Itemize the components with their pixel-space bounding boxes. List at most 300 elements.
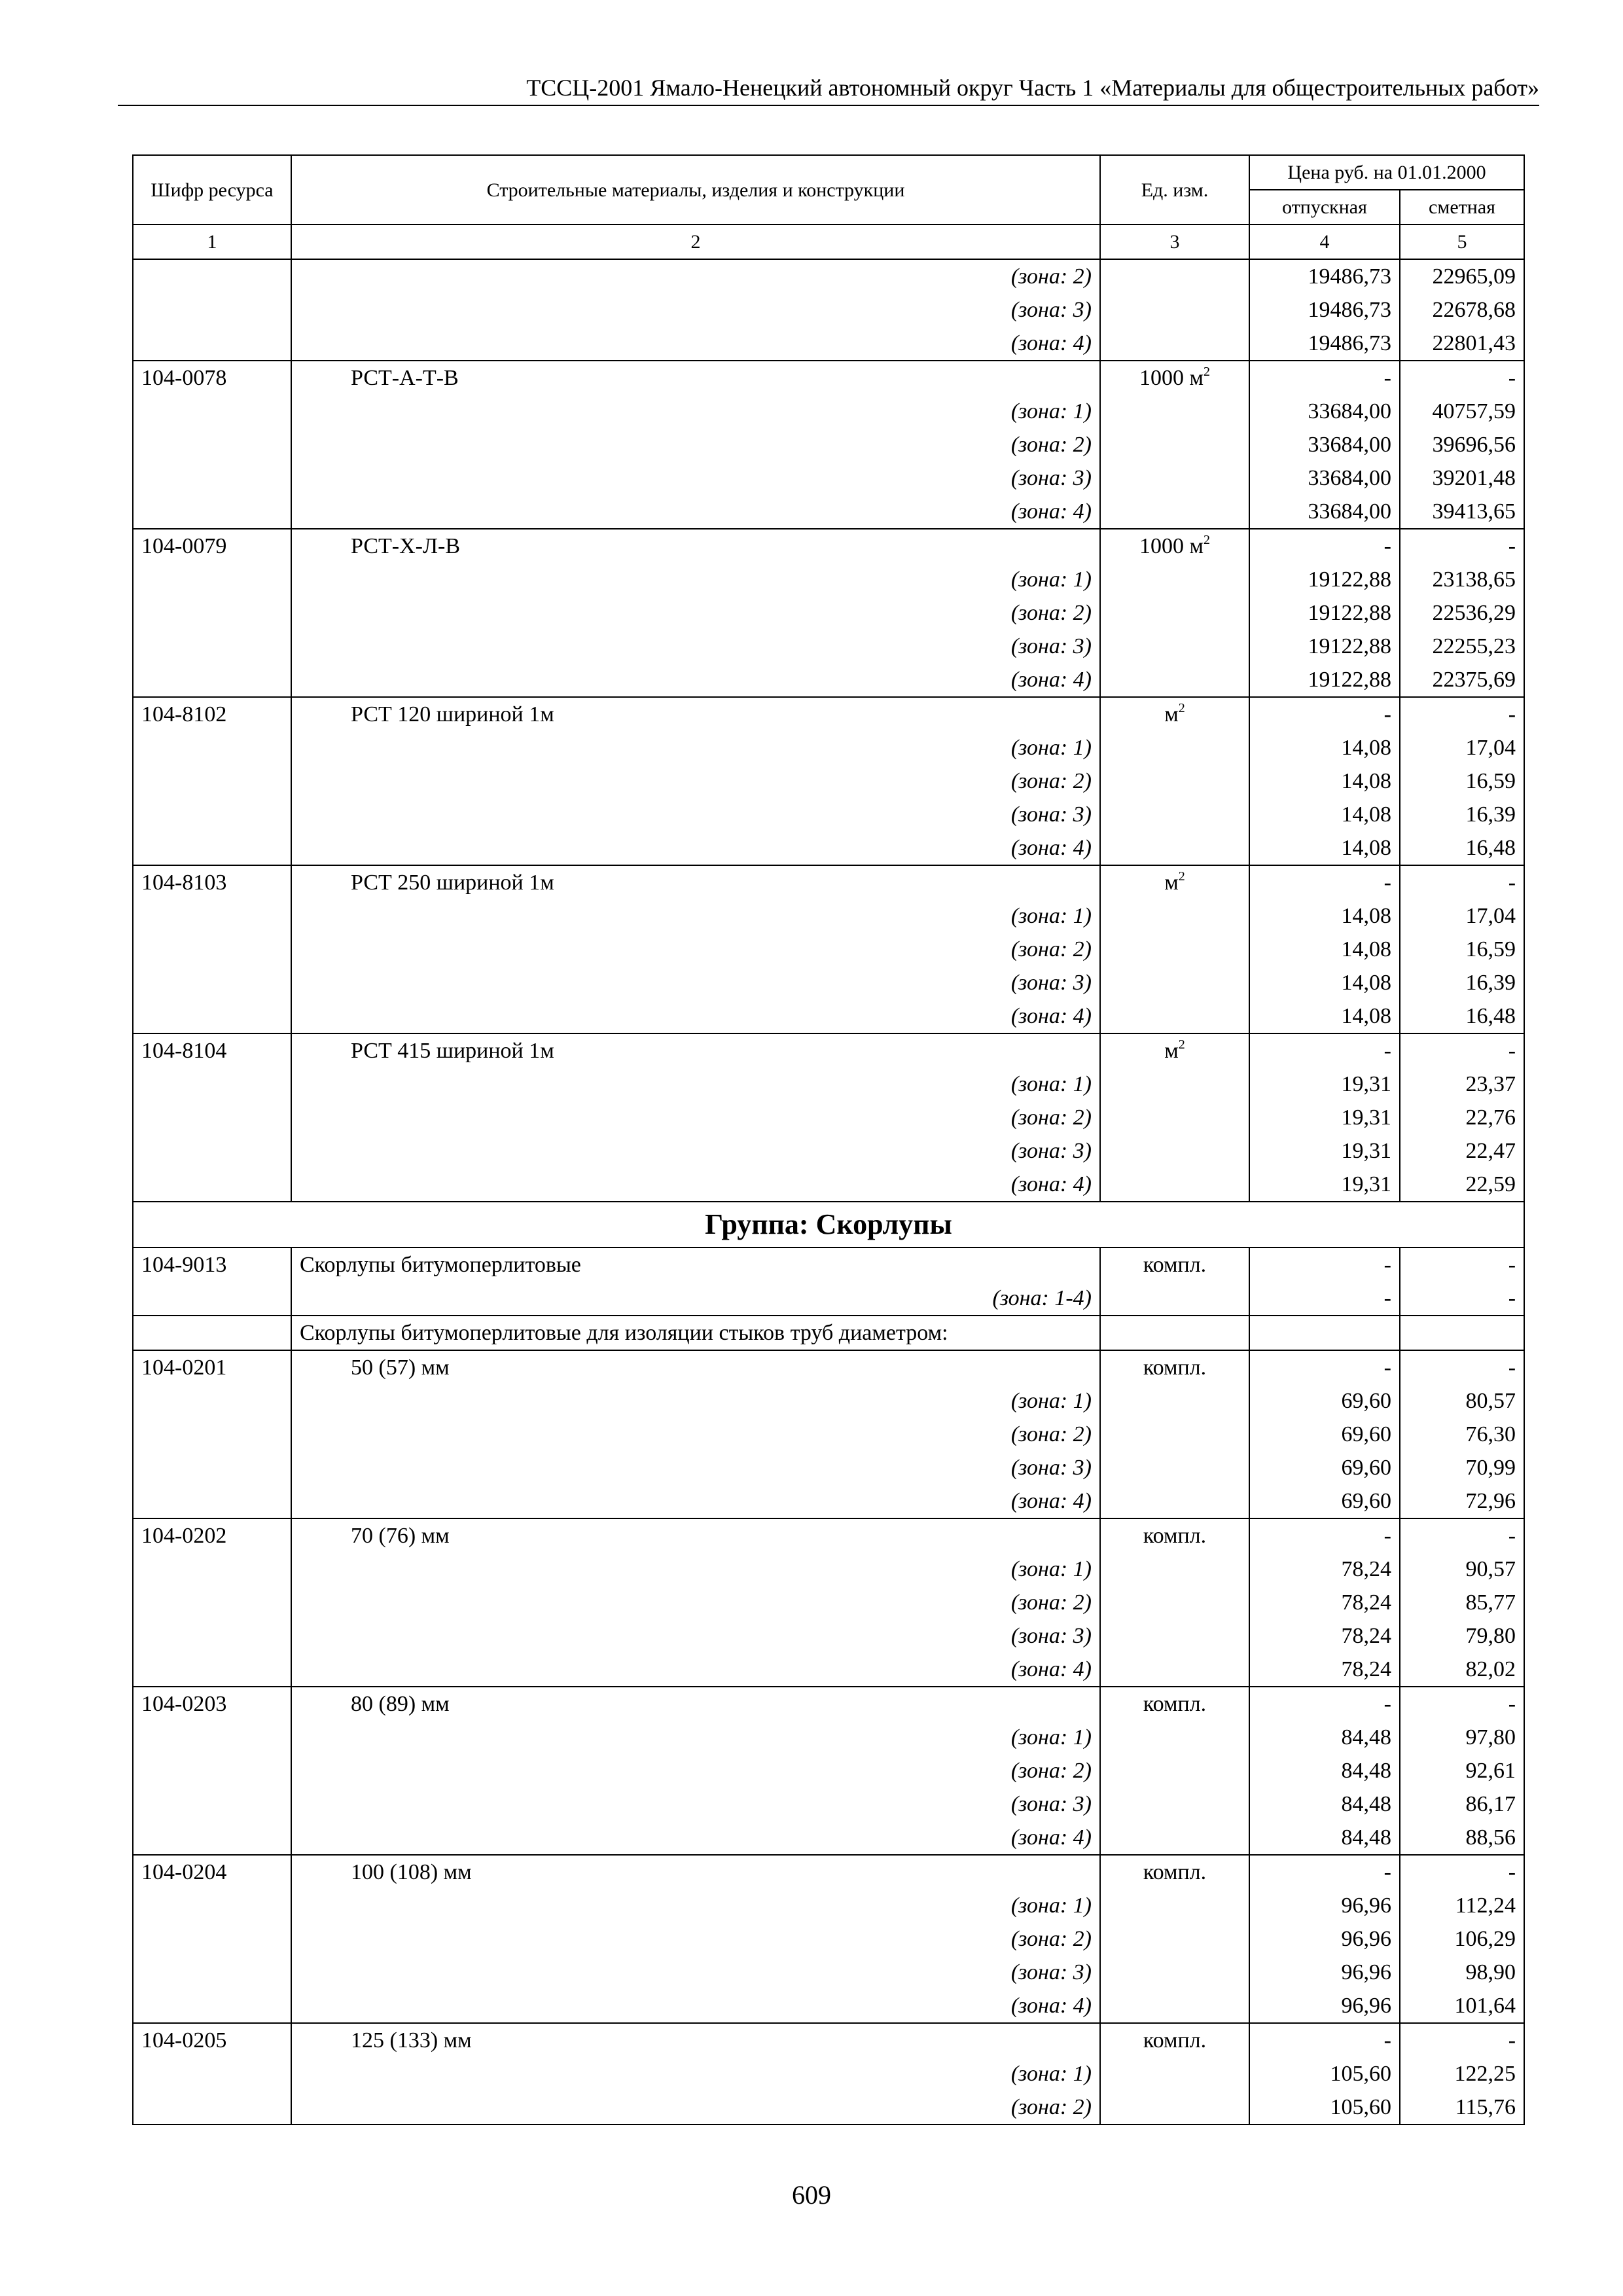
- cell-release: 33684,00: [1249, 461, 1400, 495]
- resource-row: [133, 1247, 1524, 1282]
- cell-estimate: -: [1400, 529, 1524, 563]
- cell-unit: [1100, 1821, 1249, 1855]
- cell-unit: [1100, 731, 1249, 764]
- cell-release: 84,48: [1249, 1721, 1400, 1754]
- resource-name: РСТ 250 шириной 1м: [351, 870, 554, 895]
- cell-unit: [1100, 1384, 1249, 1418]
- cell-code: [133, 1168, 291, 1202]
- cell-estimate: -: [1400, 1687, 1524, 1721]
- group-title: Группа: Скорлупы: [133, 1202, 1524, 1247]
- cell-zone: (зона: 1): [291, 1721, 1100, 1754]
- cell-name: [291, 2023, 1100, 2057]
- cell-code: [133, 1451, 291, 1484]
- cell-unit: [1100, 1687, 1249, 1721]
- cell-code: [133, 2057, 291, 2090]
- resource-row: [133, 697, 1524, 731]
- cell-release: 14,08: [1249, 798, 1400, 831]
- cell-code: [133, 461, 291, 495]
- cell-code: [133, 1821, 291, 1855]
- zone-row: [133, 2090, 1524, 2125]
- cell-code: 104-0205: [133, 2023, 291, 2057]
- cell-estimate: 39201,48: [1400, 461, 1524, 495]
- cell-estimate: 76,30: [1400, 1418, 1524, 1451]
- cell-zone: (зона: 4): [291, 1989, 1100, 2023]
- cell-release: 19486,73: [1249, 259, 1400, 293]
- cell-release: 19,31: [1249, 1067, 1400, 1101]
- cell-release: -: [1249, 697, 1400, 731]
- zone-row: [133, 1101, 1524, 1134]
- cell-unit: [1100, 2090, 1249, 2125]
- cell-code: [133, 966, 291, 999]
- unit-text: компл.: [1143, 1860, 1207, 1884]
- cell-unit: [1100, 1619, 1249, 1653]
- cell-estimate: 115,76: [1400, 2090, 1524, 2125]
- cell-release: 19,31: [1249, 1168, 1400, 1202]
- cell-estimate: -: [1400, 1247, 1524, 1282]
- cell-code: [133, 259, 291, 293]
- cell-release: 84,48: [1249, 1821, 1400, 1855]
- zone-row: [133, 1586, 1524, 1619]
- resource-name: РСТ-А-Т-В: [351, 366, 459, 390]
- zone-row: [133, 327, 1524, 361]
- cell-unit: [1100, 1956, 1249, 1989]
- cell-unit: [1100, 361, 1249, 395]
- cell-code: [133, 1922, 291, 1956]
- zone-row: [133, 395, 1524, 428]
- resource-row: [133, 1033, 1524, 1067]
- cell-zone: (зона: 1): [291, 899, 1100, 933]
- cell-code: 104-8103: [133, 865, 291, 899]
- cell-release: 19486,73: [1249, 327, 1400, 361]
- cell-release: 96,96: [1249, 1889, 1400, 1922]
- resource-row: [133, 1350, 1524, 1384]
- resource-name: РСТ 120 шириной 1м: [351, 702, 554, 726]
- cell-name: [291, 697, 1100, 731]
- cell-release: 14,08: [1249, 899, 1400, 933]
- zone-row: [133, 1134, 1524, 1168]
- zone-row: [133, 1653, 1524, 1687]
- cell-unit: [1100, 1721, 1249, 1754]
- cell-estimate: 92,61: [1400, 1754, 1524, 1787]
- cell-unit: [1100, 865, 1249, 899]
- cell-estimate: 72,96: [1400, 1484, 1524, 1518]
- cell-unit: [1100, 831, 1249, 865]
- cell-estimate: 16,59: [1400, 764, 1524, 798]
- cell-release: -: [1249, 1855, 1400, 1889]
- cell-release: 105,60: [1249, 2057, 1400, 2090]
- cell-unit: [1100, 1418, 1249, 1451]
- column-header-release: отпускная: [1249, 190, 1400, 224]
- cell-unit: [1100, 663, 1249, 697]
- cell-estimate: 112,24: [1400, 1889, 1524, 1922]
- cell-unit: [1100, 563, 1249, 596]
- column-header-code: Шифр ресурса: [133, 155, 291, 224]
- cell-code: [133, 428, 291, 461]
- cell-unit: [1100, 764, 1249, 798]
- cell-unit: [1100, 1316, 1249, 1350]
- cell-estimate: -: [1400, 1282, 1524, 1316]
- resource-row: [133, 1687, 1524, 1721]
- cell-code: [133, 1619, 291, 1653]
- zone-row: [133, 933, 1524, 966]
- cell-estimate: -: [1400, 865, 1524, 899]
- unit-text: м: [1164, 1039, 1179, 1063]
- cell-estimate: 90,57: [1400, 1552, 1524, 1586]
- zone-row: [133, 461, 1524, 495]
- column-header-name: Строительные материалы, изделия и конструкции: [291, 155, 1100, 224]
- cell-code: [133, 899, 291, 933]
- resource-name: 100 (108) мм: [351, 1860, 472, 1884]
- cell-unit: [1100, 1922, 1249, 1956]
- unit-text: 1000 м: [1139, 366, 1204, 390]
- running-header: ТССЦ-2001 Ямало-Ненецкий автономный округ Часть 1 «Материалы для общестроительных работ»: [526, 75, 1539, 101]
- cell-release: -: [1249, 361, 1400, 395]
- cell-zone: (зона: 4): [291, 495, 1100, 529]
- cell-code: [133, 1552, 291, 1586]
- column-number: 5: [1400, 224, 1524, 259]
- cell-estimate: -: [1400, 697, 1524, 731]
- cell-zone: (зона: 3): [291, 293, 1100, 327]
- cell-unit: [1100, 2023, 1249, 2057]
- cell-zone: (зона: 4): [291, 1821, 1100, 1855]
- cell-code: [133, 1384, 291, 1418]
- cell-zone: (зона: 4): [291, 327, 1100, 361]
- cell-unit: [1100, 999, 1249, 1033]
- cell-unit: [1100, 293, 1249, 327]
- cell-code: [133, 1484, 291, 1518]
- column-header-unit: Ед. изм.: [1100, 155, 1249, 224]
- cell-zone: (зона: 2): [291, 764, 1100, 798]
- cell-name: [291, 1033, 1100, 1067]
- cell-unit: [1100, 428, 1249, 461]
- zone-row: [133, 999, 1524, 1033]
- cell-zone: (зона: 2): [291, 1922, 1100, 1956]
- zone-row: [133, 1787, 1524, 1821]
- cell-code: [133, 731, 291, 764]
- cell-unit: [1100, 1518, 1249, 1552]
- cell-release: 19122,88: [1249, 563, 1400, 596]
- cell-unit: [1100, 2057, 1249, 2090]
- cell-unit: [1100, 1350, 1249, 1384]
- cell-estimate: 122,25: [1400, 2057, 1524, 2090]
- cell-unit: [1100, 1168, 1249, 1202]
- cell-unit: [1100, 1889, 1249, 1922]
- zone-row: [133, 1619, 1524, 1653]
- zone-row: [133, 1168, 1524, 1202]
- cell-zone: (зона: 3): [291, 1619, 1100, 1653]
- resource-row: [133, 865, 1524, 899]
- cell-code: [133, 1101, 291, 1134]
- cell-code: [133, 663, 291, 697]
- cell-code: [133, 933, 291, 966]
- cell-release: 69,60: [1249, 1484, 1400, 1518]
- cell-release: 78,24: [1249, 1653, 1400, 1687]
- cell-zone: (зона: 4): [291, 999, 1100, 1033]
- cell-unit: [1100, 899, 1249, 933]
- cell-unit: [1100, 1653, 1249, 1687]
- cell-zone: (зона: 2): [291, 933, 1100, 966]
- cell-zone: (зона: 1): [291, 563, 1100, 596]
- cell-estimate: -: [1400, 2023, 1524, 2057]
- cell-unit: [1100, 1484, 1249, 1518]
- cell-release: 33684,00: [1249, 428, 1400, 461]
- cell-zone: (зона: 3): [291, 1134, 1100, 1168]
- cell-release: 14,08: [1249, 764, 1400, 798]
- unit-exponent: 2: [1178, 1037, 1185, 1052]
- cell-code: [133, 1316, 291, 1350]
- zone-row: [133, 2057, 1524, 2090]
- cell-code: [133, 1989, 291, 2023]
- cell-zone: (зона: 3): [291, 1787, 1100, 1821]
- cell-zone: (зона: 4): [291, 1484, 1100, 1518]
- cell-release: 78,24: [1249, 1552, 1400, 1586]
- zone-row: [133, 563, 1524, 596]
- zone-row: [133, 798, 1524, 831]
- cell-estimate: 16,39: [1400, 798, 1524, 831]
- price-table: [132, 154, 1525, 2125]
- cell-code: [133, 1754, 291, 1787]
- cell-release: 19,31: [1249, 1134, 1400, 1168]
- header-rule: [118, 105, 1539, 106]
- zone-row: [133, 1889, 1524, 1922]
- cell-estimate: -: [1400, 1855, 1524, 1889]
- cell-zone: (зона: 1): [291, 1384, 1100, 1418]
- cell-code: [133, 1418, 291, 1451]
- cell-code: 104-8102: [133, 697, 291, 731]
- resource-name: 50 (57) мм: [351, 1355, 450, 1380]
- zone-row: [133, 428, 1524, 461]
- cell-unit: [1100, 1787, 1249, 1821]
- unit-text: компл.: [1143, 2028, 1207, 2053]
- cell-unit: [1100, 1855, 1249, 1889]
- cell-unit: [1100, 1101, 1249, 1134]
- cell-release: 14,08: [1249, 731, 1400, 764]
- zone-row: [133, 1451, 1524, 1484]
- cell-estimate: 70,99: [1400, 1451, 1524, 1484]
- cell-code: [133, 1067, 291, 1101]
- cell-code: [133, 1787, 291, 1821]
- cell-zone: (зона: 2): [291, 1418, 1100, 1451]
- resource-name: 70 (76) мм: [351, 1524, 450, 1548]
- cell-unit: [1100, 933, 1249, 966]
- cell-unit: [1100, 259, 1249, 293]
- cell-estimate: 22,47: [1400, 1134, 1524, 1168]
- zone-row: [133, 831, 1524, 865]
- cell-estimate: 23,37: [1400, 1067, 1524, 1101]
- zone-row: [133, 764, 1524, 798]
- resource-row: [133, 1855, 1524, 1889]
- cell-release: 84,48: [1249, 1754, 1400, 1787]
- cell-estimate: 97,80: [1400, 1721, 1524, 1754]
- cell-code: [133, 495, 291, 529]
- column-number: 4: [1249, 224, 1400, 259]
- cell-code: [133, 2090, 291, 2125]
- subheading-row: [133, 1316, 1524, 1350]
- unit-exponent: 2: [1204, 532, 1210, 547]
- zone-row: [133, 495, 1524, 529]
- cell-estimate: 23138,65: [1400, 563, 1524, 596]
- cell-code: 104-0204: [133, 1855, 291, 1889]
- cell-release: -: [1249, 2023, 1400, 2057]
- zone-row: [133, 1067, 1524, 1101]
- zone-row: [133, 1721, 1524, 1754]
- cell-code: 104-0202: [133, 1518, 291, 1552]
- cell-code: [133, 630, 291, 663]
- cell-release: -: [1249, 1687, 1400, 1721]
- cell-estimate: 16,48: [1400, 831, 1524, 865]
- unit-exponent: 2: [1204, 364, 1210, 379]
- cell-zone: (зона: 4): [291, 831, 1100, 865]
- cell-release: -: [1249, 529, 1400, 563]
- cell-estimate: -: [1400, 361, 1524, 395]
- cell-code: [133, 1586, 291, 1619]
- cell-estimate: 86,17: [1400, 1787, 1524, 1821]
- cell-code: 104-8104: [133, 1033, 291, 1067]
- cell-release: 19486,73: [1249, 293, 1400, 327]
- resource-row: [133, 1518, 1524, 1552]
- cell-zone: (зона: 4): [291, 1168, 1100, 1202]
- cell-estimate: [1400, 1316, 1524, 1350]
- zone-row: [133, 1484, 1524, 1518]
- cell-release: -: [1249, 1282, 1400, 1316]
- zone-row: [133, 966, 1524, 999]
- cell-unit: [1100, 966, 1249, 999]
- cell-zone: (зона: 2): [291, 428, 1100, 461]
- cell-name: [291, 865, 1100, 899]
- cell-zone: (зона: 3): [291, 966, 1100, 999]
- cell-zone: (зона: 2): [291, 1586, 1100, 1619]
- cell-estimate: 22375,69: [1400, 663, 1524, 697]
- cell-estimate: 22678,68: [1400, 293, 1524, 327]
- cell-release: 96,96: [1249, 1989, 1400, 2023]
- zone-row: [133, 731, 1524, 764]
- unit-exponent: 2: [1178, 869, 1185, 884]
- cell-release: -: [1249, 865, 1400, 899]
- cell-unit: [1100, 1754, 1249, 1787]
- cell-estimate: -: [1400, 1518, 1524, 1552]
- cell-estimate: 22536,29: [1400, 596, 1524, 630]
- cell-release: -: [1249, 1247, 1400, 1282]
- cell-release: -: [1249, 1350, 1400, 1384]
- table-body: [133, 259, 1524, 2125]
- cell-release: 19122,88: [1249, 630, 1400, 663]
- cell-zone: (зона: 1-4): [291, 1282, 1100, 1316]
- cell-unit: [1100, 1552, 1249, 1586]
- cell-name: [291, 1247, 1100, 1282]
- cell-unit: [1100, 1134, 1249, 1168]
- resource-name: 80 (89) мм: [351, 1692, 450, 1716]
- cell-estimate: 22801,43: [1400, 327, 1524, 361]
- cell-name: [291, 1687, 1100, 1721]
- cell-code: [133, 798, 291, 831]
- cell-release: 19122,88: [1249, 663, 1400, 697]
- cell-estimate: 106,29: [1400, 1922, 1524, 1956]
- cell-estimate: 17,04: [1400, 731, 1524, 764]
- resource-name: РСТ 415 шириной 1м: [351, 1039, 554, 1063]
- cell-unit: [1100, 1033, 1249, 1067]
- cell-name: [291, 1518, 1100, 1552]
- cell-estimate: 82,02: [1400, 1653, 1524, 1687]
- zone-row: [133, 1552, 1524, 1586]
- column-header-price-group: Цена руб. на 01.01.2000: [1249, 155, 1524, 190]
- cell-estimate: 39413,65: [1400, 495, 1524, 529]
- cell-estimate: 39696,56: [1400, 428, 1524, 461]
- cell-zone: (зона: 1): [291, 1552, 1100, 1586]
- cell-zone: (зона: 3): [291, 461, 1100, 495]
- zone-row: [133, 1282, 1524, 1316]
- cell-code: [133, 1889, 291, 1922]
- resource-row: [133, 2023, 1524, 2057]
- cell-estimate: -: [1400, 1033, 1524, 1067]
- cell-code: [133, 563, 291, 596]
- cell-unit: [1100, 1067, 1249, 1101]
- cell-release: -: [1249, 1518, 1400, 1552]
- cell-release: 19122,88: [1249, 596, 1400, 630]
- cell-zone: (зона: 3): [291, 1451, 1100, 1484]
- zone-row: [133, 1821, 1524, 1855]
- cell-zone: (зона: 2): [291, 1754, 1100, 1787]
- resource-row: [133, 529, 1524, 563]
- cell-zone: (зона: 3): [291, 1956, 1100, 1989]
- cell-estimate: 22,59: [1400, 1168, 1524, 1202]
- cell-code: 104-0203: [133, 1687, 291, 1721]
- resource-name: 125 (133) мм: [351, 2028, 472, 2053]
- unit-text: компл.: [1143, 1355, 1207, 1380]
- cell-name: [291, 529, 1100, 563]
- cell-estimate: 88,56: [1400, 1821, 1524, 1855]
- cell-unit: [1100, 697, 1249, 731]
- cell-estimate: 22965,09: [1400, 259, 1524, 293]
- unit-text: м: [1164, 870, 1179, 895]
- cell-release: [1249, 1316, 1400, 1350]
- zone-row: [133, 1956, 1524, 1989]
- cell-release: 14,08: [1249, 966, 1400, 999]
- cell-name: [291, 1855, 1100, 1889]
- cell-unit: [1100, 461, 1249, 495]
- cell-estimate: 17,04: [1400, 899, 1524, 933]
- cell-unit: [1100, 1247, 1249, 1282]
- unit-text: компл.: [1143, 1692, 1207, 1716]
- cell-estimate: 98,90: [1400, 1956, 1524, 1989]
- cell-zone: (зона: 4): [291, 1653, 1100, 1687]
- cell-release: 33684,00: [1249, 395, 1400, 428]
- cell-code: [133, 831, 291, 865]
- cell-zone: (зона: 1): [291, 1889, 1100, 1922]
- cell-estimate: 80,57: [1400, 1384, 1524, 1418]
- unit-text: компл.: [1143, 1524, 1207, 1548]
- cell-zone: (зона: 2): [291, 259, 1100, 293]
- cell-release: 105,60: [1249, 2090, 1400, 2125]
- cell-release: 84,48: [1249, 1787, 1400, 1821]
- zone-row: [133, 1384, 1524, 1418]
- cell-unit: [1100, 798, 1249, 831]
- zone-row: [133, 1418, 1524, 1451]
- cell-unit: [1100, 596, 1249, 630]
- cell-unit: [1100, 495, 1249, 529]
- unit-text: 1000 м: [1139, 534, 1204, 558]
- resource-row: [133, 361, 1524, 395]
- zone-row: [133, 630, 1524, 663]
- cell-release: 69,60: [1249, 1451, 1400, 1484]
- cell-code: 104-9013: [133, 1247, 291, 1282]
- cell-unit: [1100, 1989, 1249, 2023]
- cell-estimate: 16,48: [1400, 999, 1524, 1033]
- cell-zone: (зона: 2): [291, 1101, 1100, 1134]
- cell-release: 69,60: [1249, 1384, 1400, 1418]
- cell-release: 96,96: [1249, 1956, 1400, 1989]
- cell-release: 78,24: [1249, 1619, 1400, 1653]
- cell-estimate: 16,59: [1400, 933, 1524, 966]
